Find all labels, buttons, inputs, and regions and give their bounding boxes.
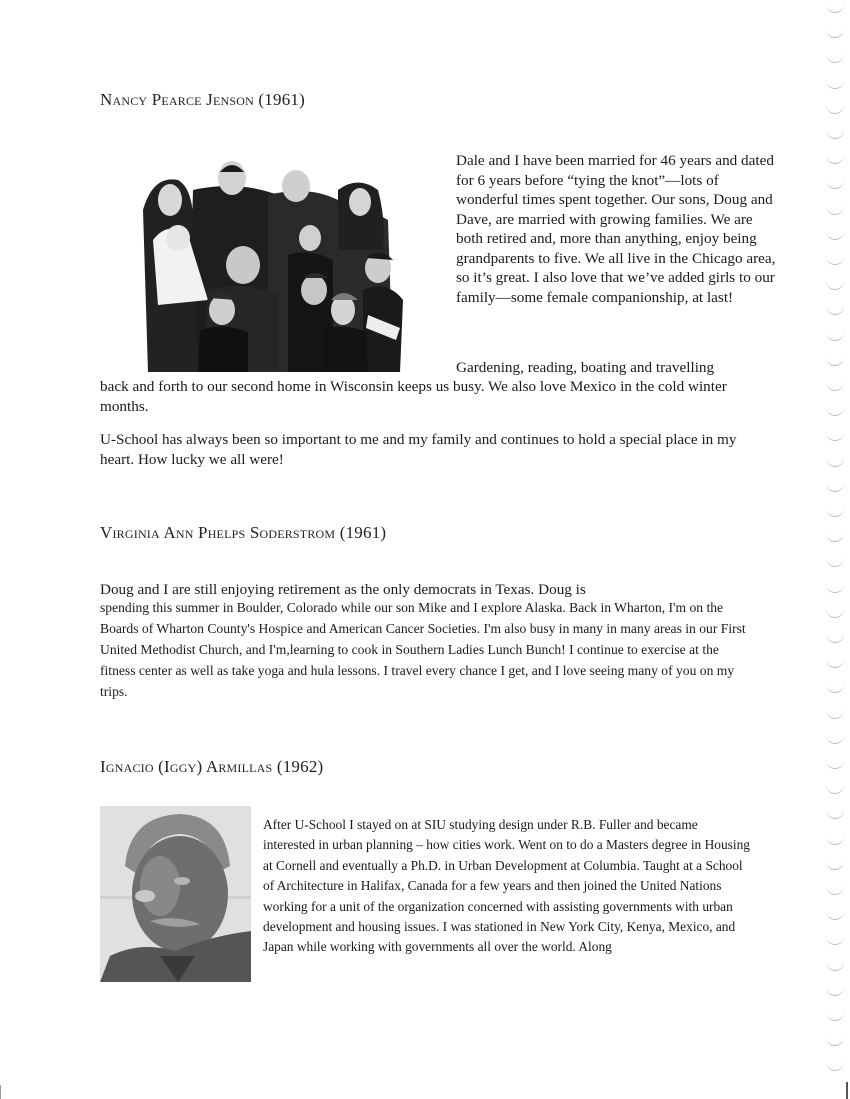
binding-ring [826,785,844,794]
binding-ring [826,54,844,63]
binding-ring [826,634,844,643]
binding-ring [826,735,844,744]
binding-ring [826,810,844,819]
profile-heading-ignacio-armillas: Ignacio (Iggy) Armillas (1962) [100,757,324,776]
binding-ring [826,558,844,567]
binding-ring [826,584,844,593]
binding-ring [826,231,844,240]
profile-nancy-hobbies-first-line: Gardening, reading, boating and travelling [456,359,715,376]
binding-ring [826,659,844,668]
binding-ring [826,357,844,366]
binding-ring [826,1062,844,1071]
binding-ring [826,256,844,265]
binding-ring [826,836,844,845]
binding-ring [826,684,844,693]
binding-ring [826,4,844,13]
binding-ring [826,911,844,920]
profile-nancy-hobbies-paragraph: back and forth to our second home in Wisconsin keeps us busy. We also love Mexico in the cold winter months. [100,378,727,415]
profile-nancy-intro-paragraph: Dale and I have been married for 46 years and dated for 6 years before “tying the knot”—lots of wonderful times spent together. Our sons, Doug and Dave, are married with growing families. We are both retired and, more than anything, enjoy being grandparents to five. We all live in the Chicago area, so it’s great. I also love that we’ve added girls to our family—some female companionship, at last! [456,152,776,306]
binding-ring [826,180,844,189]
binding-ring [826,936,844,945]
page-edge-mark [846,1082,848,1099]
binding-ring [826,206,844,215]
profile-nancy-closing-paragraph: U-School has always been so important to me and my family and continues to hold a special place in my heart. How lucky we all were! [100,431,737,468]
binding-ring [826,609,844,618]
spiral-binding-marks [810,0,850,1099]
family-group-photo [138,150,438,372]
binding-ring [826,987,844,996]
profile-heading-nancy-jenson: Nancy Pearce Jenson (1961) [100,90,305,109]
binding-ring [826,29,844,38]
binding-ring [826,1012,844,1021]
profile-virginia-paragraph: spending this summer in Boulder, Colorado while our son Mike and I explore Alaska. Back in Wharton, I'm on the Boards of Wharton County's Hospice and American Cancer Societies. I'm also busy in many in many areas in our First United Methodist Church, and I'm,learning to cook in Southern Ladies Lunch Bunch! I continue to exercise at the fitness center as well as take yoga and hula lessons. I travel every chance I get, and I love seeing many of you on my trips. [100,600,746,699]
binding-ring [826,130,844,139]
binding-ring [826,508,844,517]
binding-ring [826,80,844,89]
binding-ring [826,1037,844,1046]
binding-ring [826,710,844,719]
binding-ring [826,306,844,315]
binding-ring [826,483,844,492]
profile-heading-virginia-soderstrom: Virginia Ann Phelps Soderstrom (1961) [100,523,387,542]
binding-ring [826,886,844,895]
binding-ring [826,432,844,441]
portrait-photo [100,806,251,982]
binding-ring [826,332,844,341]
binding-ring [826,407,844,416]
portrait-photo-image [100,806,251,982]
binding-ring [826,962,844,971]
binding-ring [826,533,844,542]
binding-ring [826,458,844,467]
binding-ring [826,281,844,290]
profile-ignacio-paragraph: After U-School I stayed on at SIU studying design under R.B. Fuller and became interested in urban planning – how cities work. Went on to do a Masters degree in Housing at Cornell and eventually a Ph.D. in Urban Development at Columbia. Taught at a School of Architecture in Halifax, Canada for a few years and then joined the United Nations working for a unit of the organization concerned with assisting governments with urban development and housing issues. I was stationed in New York City, Kenya, Mexico, and Japan while working with governments all over the world. Along [263,817,750,955]
binding-ring [826,760,844,769]
family-photo-image [138,150,438,372]
binding-ring [826,105,844,114]
page-edge-mark-left [0,1085,1,1099]
binding-ring [826,155,844,164]
binding-ring [826,382,844,391]
binding-ring [826,861,844,870]
profile-virginia-first-line: Doug and I are still enjoying retirement as the only democrats in Texas. Doug is [100,581,586,598]
